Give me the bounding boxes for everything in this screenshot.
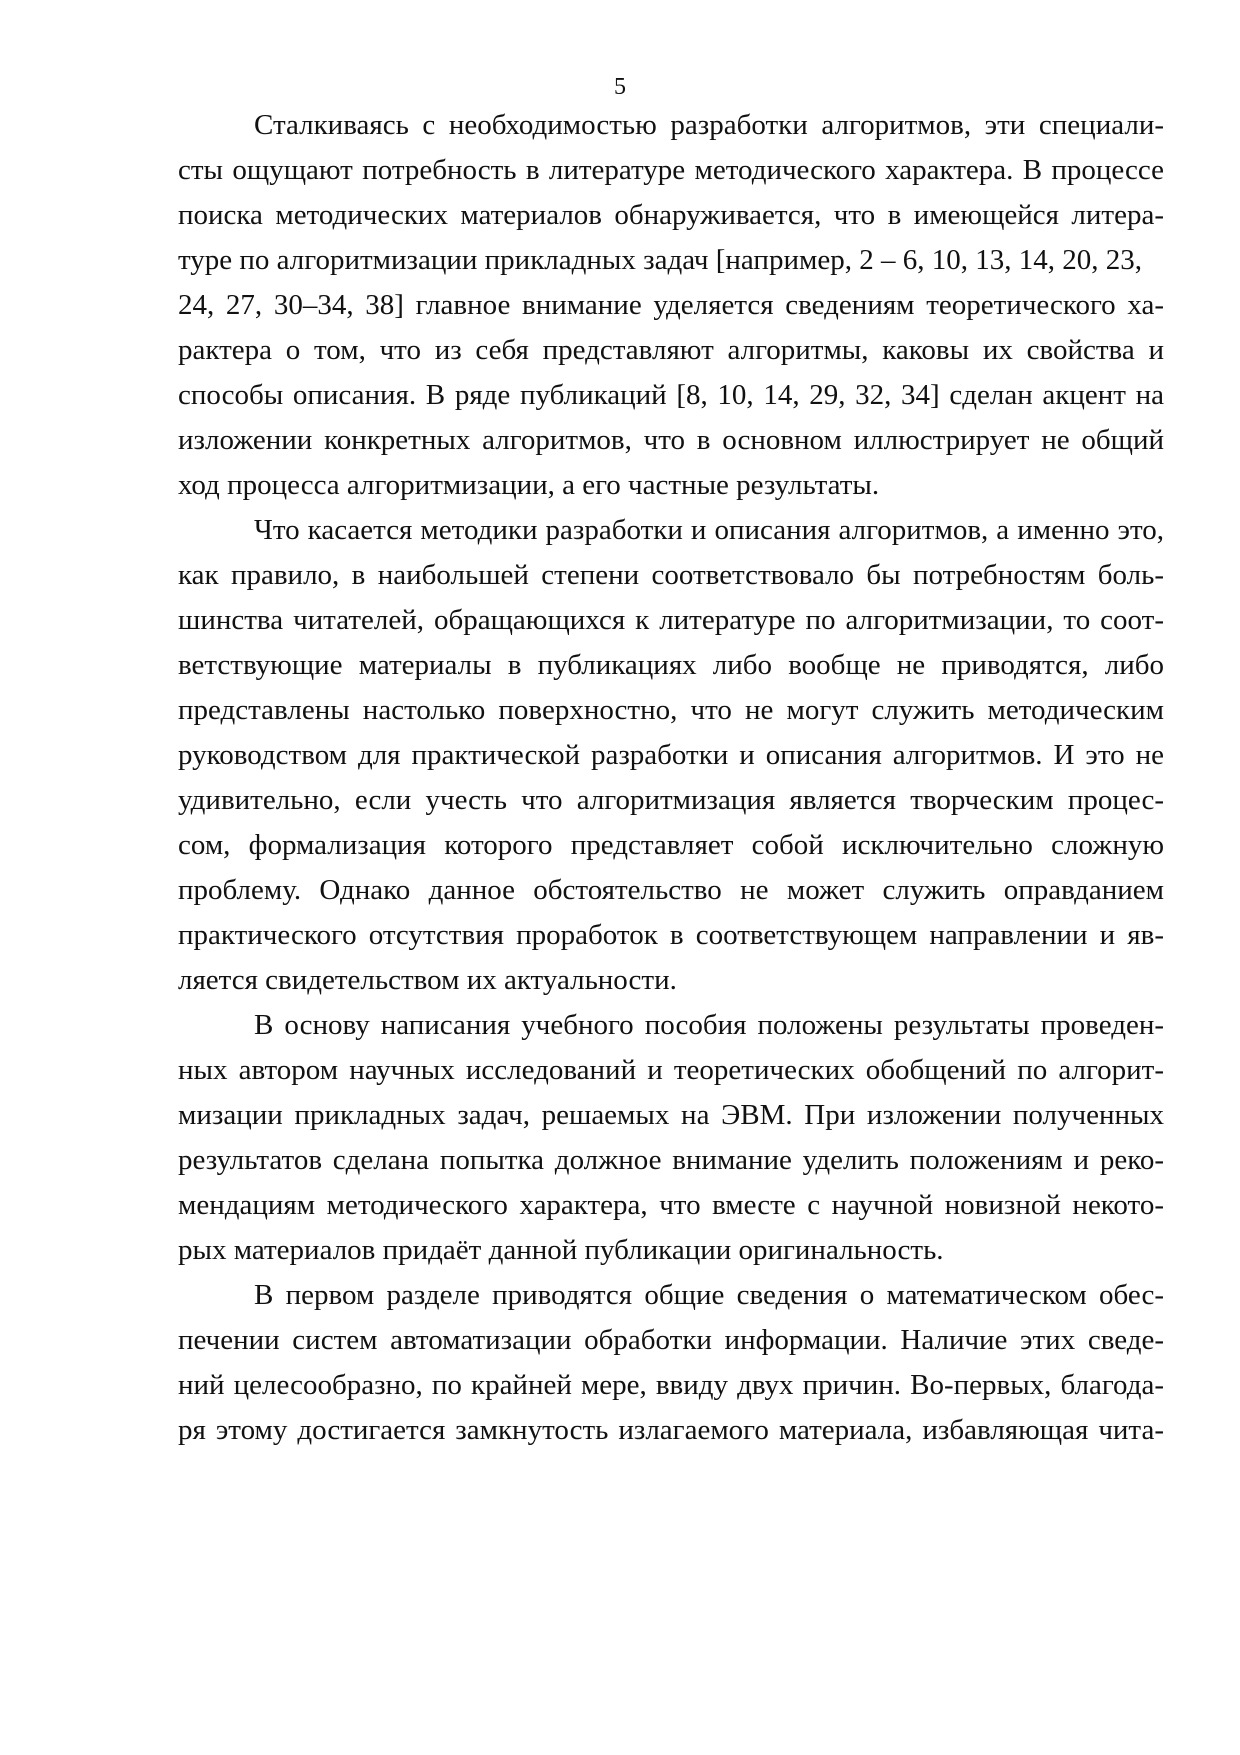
- text-line: ветствующие материалы в публикациях либо вообще не приводятся, либо: [178, 649, 1164, 681]
- text-line: результатов сделана попытка должное внимание уделить положениям и реко-: [178, 1144, 1164, 1176]
- text-line: ний целесообразно, по крайней мере, ввиду двух причин. Во-первых, благода-: [178, 1369, 1164, 1401]
- page-number: 5: [614, 74, 626, 100]
- text-line: сты ощущают потребность в литературе методического характера. В процессе: [178, 154, 1164, 186]
- text-line: В первом разделе приводятся общие сведения о математическом обес-: [254, 1279, 1164, 1311]
- text-line: руководством для практической разработки и описания алгоритмов. И это не: [178, 739, 1164, 771]
- text-line: ря этому достигается замкнутость излагаемого материала, избавляющая чита-: [178, 1414, 1164, 1446]
- text-line: способы описания. В ряде публикаций [8, 10, 14, 29, 32, 34] сделан акцент на: [178, 379, 1164, 411]
- text-line: сом, формализация которого представляет собой исключительно сложную: [178, 829, 1164, 861]
- text-line: рых материалов придаёт данной публикации оригинальность.: [178, 1234, 944, 1266]
- text-line: проблему. Однако данное обстоятельство не может служить оправданием: [178, 874, 1164, 906]
- text-line: мендациям методического характера, что вместе с научной новизной некото-: [178, 1189, 1164, 1221]
- text-line: изложении конкретных алгоритмов, что в основном иллюстрирует не общий: [178, 424, 1164, 456]
- text-line: практического отсутствия проработок в соответствующем направлении и яв-: [178, 919, 1164, 951]
- text-line: ляется свидетельством их актуальности.: [178, 964, 677, 996]
- text-line: Что касается методики разработки и описания алгоритмов, а именно это,: [254, 514, 1164, 546]
- text-line: как правило, в наибольшей степени соответствовало бы потребностям боль-: [178, 559, 1164, 591]
- text-line: удивительно, если учесть что алгоритмизация является творческим процес-: [178, 784, 1164, 816]
- text-line: представлены настолько поверхностно, что не могут служить методическим: [178, 694, 1164, 726]
- text-line: поиска методических материалов обнаруживается, что в имеющейся литера-: [178, 199, 1164, 231]
- text-line: ход процесса алгоритмизации, а его частные результаты.: [178, 469, 880, 501]
- text-line: Сталкиваясь с необходимостью разработки алгоритмов, эти специали-: [254, 109, 1164, 141]
- text-line: туре по алгоритмизации прикладных задач [например, 2 – 6, 10, 13, 14, 20, 23,: [178, 244, 1142, 276]
- text-line: мизации прикладных задач, решаемых на ЭВМ. При изложении полученных: [178, 1099, 1164, 1131]
- text-line: ных автором научных исследований и теоретических обобщений по алгорит-: [178, 1054, 1164, 1086]
- text-line: 24, 27, 30–34, 38] главное внимание уделяется сведениям теоретического ха-: [178, 289, 1164, 321]
- text-line: печении систем автоматизации обработки информации. Наличие этих сведе-: [178, 1324, 1164, 1356]
- text-line: шинства читателей, обращающихся к литературе по алгоритмизации, то соот-: [178, 604, 1164, 636]
- text-line: рактера о том, что из себя представляют алгоритмы, каковы их свойства и: [178, 334, 1164, 366]
- text-line: В основу написания учебного пособия положены результаты проведен-: [254, 1009, 1164, 1041]
